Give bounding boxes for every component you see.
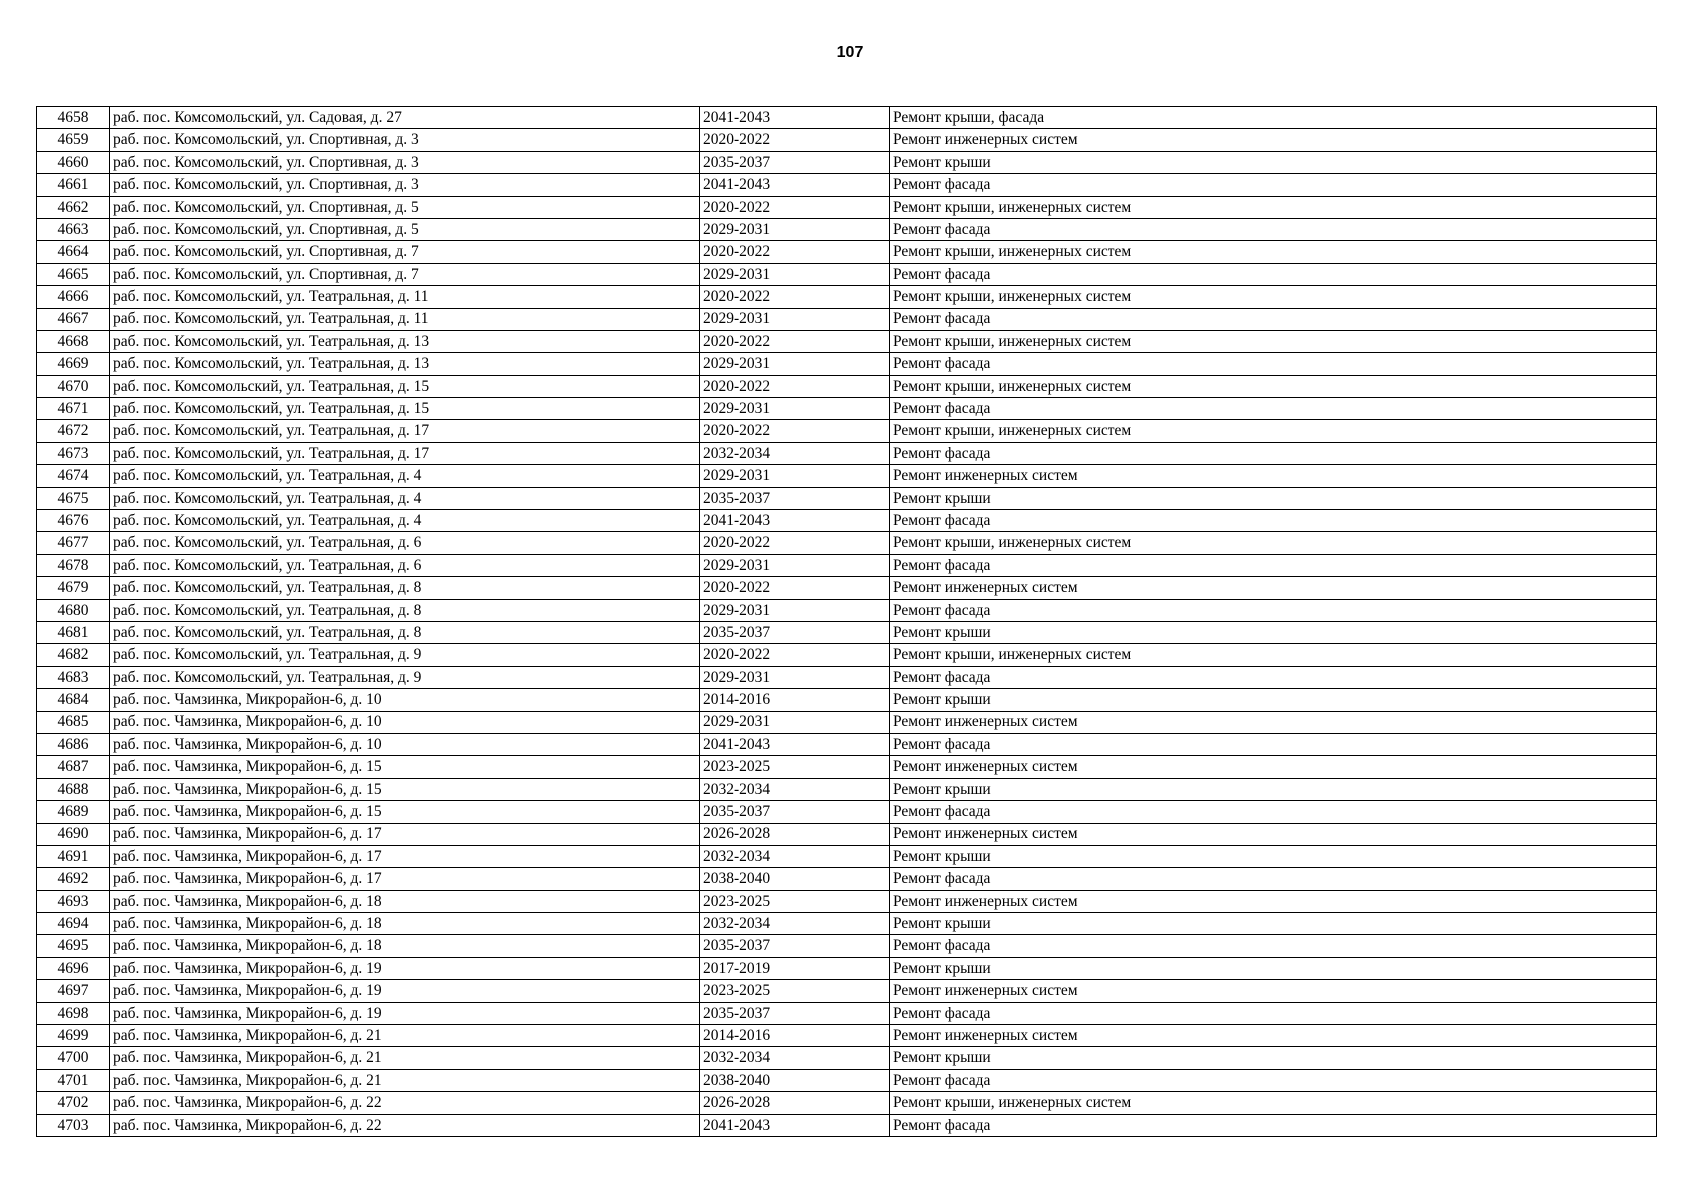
- period-cell: 2041-2043: [700, 510, 890, 532]
- period-cell: 2020-2022: [700, 532, 890, 554]
- work-type-cell: Ремонт инженерных систем: [890, 823, 1657, 845]
- table-row: [37, 218, 1657, 240]
- row-number-cell: 4684: [37, 689, 110, 711]
- period-cell: 2029-2031: [700, 465, 890, 487]
- table-row: [37, 420, 1657, 442]
- table-row: [37, 1047, 1657, 1069]
- address-cell: раб. пос. Комсомольский, ул. Садовая, д. 27: [110, 107, 700, 129]
- period-cell: 2035-2037: [700, 487, 890, 509]
- row-number-cell: 4672: [37, 420, 110, 442]
- work-type-cell: Ремонт инженерных систем: [890, 756, 1657, 778]
- row-number-cell: 4665: [37, 263, 110, 285]
- table-row: [37, 151, 1657, 173]
- address-cell: раб. пос. Чамзинка, Микрорайон-6, д. 21: [110, 1047, 700, 1069]
- period-cell: 2020-2022: [700, 241, 890, 263]
- work-type-cell: Ремонт крыши: [890, 151, 1657, 173]
- address-cell: раб. пос. Чамзинка, Микрорайон-6, д. 18: [110, 935, 700, 957]
- address-cell: раб. пос. Комсомольский, ул. Спортивная, д. 3: [110, 129, 700, 151]
- work-type-cell: Ремонт крыши, инженерных систем: [890, 644, 1657, 666]
- address-cell: раб. пос. Чамзинка, Микрорайон-6, д. 10: [110, 689, 700, 711]
- work-type-cell: Ремонт фасада: [890, 174, 1657, 196]
- work-type-cell: Ремонт фасада: [890, 599, 1657, 621]
- period-cell: 2041-2043: [700, 174, 890, 196]
- row-number-cell: 4670: [37, 375, 110, 397]
- table-row: [37, 733, 1657, 755]
- row-number-cell: 4692: [37, 868, 110, 890]
- work-type-cell: Ремонт фасада: [890, 801, 1657, 823]
- row-number-cell: 4669: [37, 353, 110, 375]
- address-cell: раб. пос. Чамзинка, Микрорайон-6, д. 21: [110, 1069, 700, 1091]
- table-row: [37, 107, 1657, 129]
- period-cell: 2041-2043: [700, 733, 890, 755]
- period-cell: 2035-2037: [700, 621, 890, 643]
- address-cell: раб. пос. Чамзинка, Микрорайон-6, д. 10: [110, 733, 700, 755]
- address-cell: раб. пос. Комсомольский, ул. Спортивная, д. 5: [110, 196, 700, 218]
- row-number-cell: 4703: [37, 1114, 110, 1136]
- row-number-cell: 4664: [37, 241, 110, 263]
- table-row: [37, 308, 1657, 330]
- table-row: [37, 823, 1657, 845]
- row-number-cell: 4701: [37, 1069, 110, 1091]
- address-cell: раб. пос. Комсомольский, ул. Спортивная, д. 3: [110, 151, 700, 173]
- work-type-cell: Ремонт фасада: [890, 733, 1657, 755]
- address-cell: раб. пос. Чамзинка, Микрорайон-6, д. 19: [110, 1002, 700, 1024]
- row-number-cell: 4694: [37, 913, 110, 935]
- period-cell: 2020-2022: [700, 330, 890, 352]
- table-row: [37, 666, 1657, 688]
- address-cell: раб. пос. Комсомольский, ул. Театральная, д. 4: [110, 487, 700, 509]
- row-number-cell: 4695: [37, 935, 110, 957]
- row-number-cell: 4700: [37, 1047, 110, 1069]
- address-cell: раб. пос. Комсомольский, ул. Театральная, д. 9: [110, 644, 700, 666]
- row-number-cell: 4658: [37, 107, 110, 129]
- period-cell: 2029-2031: [700, 599, 890, 621]
- table-row: [37, 196, 1657, 218]
- period-cell: 2020-2022: [700, 286, 890, 308]
- period-cell: 2023-2025: [700, 890, 890, 912]
- row-number-cell: 4683: [37, 666, 110, 688]
- address-cell: раб. пос. Комсомольский, ул. Театральная, д. 8: [110, 577, 700, 599]
- table-row: [37, 465, 1657, 487]
- table-row: [37, 442, 1657, 464]
- work-type-cell: Ремонт инженерных систем: [890, 711, 1657, 733]
- table-row: [37, 868, 1657, 890]
- work-type-cell: Ремонт крыши, инженерных систем: [890, 241, 1657, 263]
- address-cell: раб. пос. Чамзинка, Микрорайон-6, д. 18: [110, 890, 700, 912]
- address-cell: раб. пос. Комсомольский, ул. Спортивная, д. 3: [110, 174, 700, 196]
- address-cell: раб. пос. Комсомольский, ул. Театральная, д. 11: [110, 308, 700, 330]
- period-cell: 2029-2031: [700, 218, 890, 240]
- row-number-cell: 4661: [37, 174, 110, 196]
- period-cell: 2032-2034: [700, 1047, 890, 1069]
- work-type-cell: Ремонт фасада: [890, 308, 1657, 330]
- table-row: [37, 980, 1657, 1002]
- table-row: [37, 689, 1657, 711]
- work-type-cell: Ремонт крыши, инженерных систем: [890, 196, 1657, 218]
- row-number-cell: 4673: [37, 442, 110, 464]
- table-row: [37, 263, 1657, 285]
- table-row: [37, 353, 1657, 375]
- period-cell: 2038-2040: [700, 868, 890, 890]
- work-type-cell: Ремонт фасада: [890, 1069, 1657, 1091]
- period-cell: 2032-2034: [700, 442, 890, 464]
- address-cell: раб. пос. Комсомольский, ул. Театральная, д. 15: [110, 398, 700, 420]
- row-number-cell: 4666: [37, 286, 110, 308]
- address-cell: раб. пос. Комсомольский, ул. Театральная, д. 13: [110, 353, 700, 375]
- table-row: [37, 1114, 1657, 1136]
- address-cell: раб. пос. Комсомольский, ул. Спортивная, д. 7: [110, 241, 700, 263]
- row-number-cell: 4697: [37, 980, 110, 1002]
- work-type-cell: Ремонт фасада: [890, 1114, 1657, 1136]
- period-cell: 2041-2043: [700, 1114, 890, 1136]
- work-type-cell: Ремонт инженерных систем: [890, 980, 1657, 1002]
- table-row: [37, 577, 1657, 599]
- period-cell: 2020-2022: [700, 375, 890, 397]
- table-row: [37, 801, 1657, 823]
- period-cell: 2029-2031: [700, 263, 890, 285]
- address-cell: раб. пос. Чамзинка, Микрорайон-6, д. 19: [110, 980, 700, 1002]
- period-cell: 2020-2022: [700, 420, 890, 442]
- work-type-cell: Ремонт крыши, инженерных систем: [890, 532, 1657, 554]
- table-row: [37, 375, 1657, 397]
- address-cell: раб. пос. Комсомольский, ул. Театральная, д. 6: [110, 532, 700, 554]
- address-cell: раб. пос. Комсомольский, ул. Спортивная, д. 7: [110, 263, 700, 285]
- table-row: [37, 957, 1657, 979]
- period-cell: 2035-2037: [700, 935, 890, 957]
- table-row: [37, 599, 1657, 621]
- table-row: [37, 890, 1657, 912]
- row-number-cell: 4681: [37, 621, 110, 643]
- address-cell: раб. пос. Комсомольский, ул. Театральная, д. 17: [110, 420, 700, 442]
- address-cell: раб. пос. Комсомольский, ул. Театральная, д. 4: [110, 510, 700, 532]
- period-cell: 2026-2028: [700, 1092, 890, 1114]
- table-row: [37, 174, 1657, 196]
- row-number-cell: 4660: [37, 151, 110, 173]
- address-cell: раб. пос. Чамзинка, Микрорайон-6, д. 15: [110, 756, 700, 778]
- table-row: [37, 1002, 1657, 1024]
- address-cell: раб. пос. Чамзинка, Микрорайон-6, д. 22: [110, 1114, 700, 1136]
- work-type-cell: Ремонт крыши: [890, 957, 1657, 979]
- address-cell: раб. пос. Комсомольский, ул. Театральная, д. 15: [110, 375, 700, 397]
- row-number-cell: 4685: [37, 711, 110, 733]
- work-type-cell: Ремонт фасада: [890, 666, 1657, 688]
- table-row: [37, 129, 1657, 151]
- work-type-cell: Ремонт крыши: [890, 621, 1657, 643]
- period-cell: 2020-2022: [700, 196, 890, 218]
- work-type-cell: Ремонт крыши: [890, 689, 1657, 711]
- table-body: [37, 107, 1657, 1137]
- table-row: [37, 487, 1657, 509]
- row-number-cell: 4696: [37, 957, 110, 979]
- row-number-cell: 4699: [37, 1025, 110, 1047]
- address-cell: раб. пос. Чамзинка, Микрорайон-6, д. 15: [110, 778, 700, 800]
- address-cell: раб. пос. Чамзинка, Микрорайон-6, д. 17: [110, 845, 700, 867]
- address-cell: раб. пос. Комсомольский, ул. Театральная, д. 8: [110, 621, 700, 643]
- row-number-cell: 4690: [37, 823, 110, 845]
- table-row: [37, 935, 1657, 957]
- work-type-cell: Ремонт фасада: [890, 554, 1657, 576]
- address-cell: раб. пос. Чамзинка, Микрорайон-6, д. 18: [110, 913, 700, 935]
- work-type-cell: Ремонт инженерных систем: [890, 890, 1657, 912]
- row-number-cell: 4668: [37, 330, 110, 352]
- address-cell: раб. пос. Чамзинка, Микрорайон-6, д. 15: [110, 801, 700, 823]
- table-row: [37, 778, 1657, 800]
- period-cell: 2038-2040: [700, 1069, 890, 1091]
- row-number-cell: 4691: [37, 845, 110, 867]
- table-row: [37, 644, 1657, 666]
- row-number-cell: 4679: [37, 577, 110, 599]
- work-type-cell: Ремонт фасада: [890, 868, 1657, 890]
- table-row: [37, 330, 1657, 352]
- address-cell: раб. пос. Комсомольский, ул. Театральная, д. 13: [110, 330, 700, 352]
- work-type-cell: Ремонт фасада: [890, 510, 1657, 532]
- period-cell: 2032-2034: [700, 845, 890, 867]
- table-row: [37, 510, 1657, 532]
- row-number-cell: 4702: [37, 1092, 110, 1114]
- row-number-cell: 4678: [37, 554, 110, 576]
- work-type-cell: Ремонт крыши, инженерных систем: [890, 330, 1657, 352]
- row-number-cell: 4687: [37, 756, 110, 778]
- period-cell: 2020-2022: [700, 129, 890, 151]
- row-number-cell: 4680: [37, 599, 110, 621]
- table-row: [37, 845, 1657, 867]
- period-cell: 2023-2025: [700, 980, 890, 1002]
- address-cell: раб. пос. Комсомольский, ул. Спортивная, д. 5: [110, 218, 700, 240]
- row-number-cell: 4698: [37, 1002, 110, 1024]
- period-cell: 2023-2025: [700, 756, 890, 778]
- row-number-cell: 4663: [37, 218, 110, 240]
- work-type-cell: Ремонт крыши, инженерных систем: [890, 1092, 1657, 1114]
- period-cell: 2014-2016: [700, 689, 890, 711]
- address-cell: раб. пос. Чамзинка, Микрорайон-6, д. 19: [110, 957, 700, 979]
- period-cell: 2029-2031: [700, 666, 890, 688]
- work-type-cell: Ремонт инженерных систем: [890, 465, 1657, 487]
- period-cell: 2014-2016: [700, 1025, 890, 1047]
- period-cell: 2029-2031: [700, 554, 890, 576]
- work-type-cell: Ремонт крыши, инженерных систем: [890, 375, 1657, 397]
- page-number: 107: [836, 44, 864, 61]
- table-row: [37, 1069, 1657, 1091]
- period-cell: 2017-2019: [700, 957, 890, 979]
- work-type-cell: Ремонт фасада: [890, 218, 1657, 240]
- work-type-cell: Ремонт фасада: [890, 398, 1657, 420]
- address-cell: раб. пос. Чамзинка, Микрорайон-6, д. 17: [110, 823, 700, 845]
- table-row: [37, 711, 1657, 733]
- work-type-cell: Ремонт крыши: [890, 1047, 1657, 1069]
- work-type-cell: Ремонт крыши, фасада: [890, 107, 1657, 129]
- row-number-cell: 4676: [37, 510, 110, 532]
- table-row: [37, 554, 1657, 576]
- address-cell: раб. пос. Чамзинка, Микрорайон-6, д. 22: [110, 1092, 700, 1114]
- table-row: [37, 621, 1657, 643]
- row-number-cell: 4659: [37, 129, 110, 151]
- table-row: [37, 398, 1657, 420]
- work-type-cell: Ремонт фасада: [890, 935, 1657, 957]
- address-cell: раб. пос. Чамзинка, Микрорайон-6, д. 17: [110, 868, 700, 890]
- work-type-cell: Ремонт крыши: [890, 778, 1657, 800]
- row-number-cell: 4662: [37, 196, 110, 218]
- work-type-cell: Ремонт фасада: [890, 353, 1657, 375]
- table-row: [37, 1092, 1657, 1114]
- work-type-cell: Ремонт инженерных систем: [890, 1025, 1657, 1047]
- work-type-cell: Ремонт крыши: [890, 845, 1657, 867]
- table-row: [37, 286, 1657, 308]
- period-cell: 2035-2037: [700, 801, 890, 823]
- table-row: [37, 532, 1657, 554]
- period-cell: 2020-2022: [700, 644, 890, 666]
- repair-schedule-table: [36, 106, 1657, 1137]
- table-row: [37, 241, 1657, 263]
- address-cell: раб. пос. Комсомольский, ул. Театральная, д. 9: [110, 666, 700, 688]
- period-cell: 2032-2034: [700, 913, 890, 935]
- period-cell: 2035-2037: [700, 151, 890, 173]
- address-cell: раб. пос. Комсомольский, ул. Театральная, д. 8: [110, 599, 700, 621]
- row-number-cell: 4686: [37, 733, 110, 755]
- period-cell: 2026-2028: [700, 823, 890, 845]
- work-type-cell: Ремонт инженерных систем: [890, 129, 1657, 151]
- address-cell: раб. пос. Чамзинка, Микрорайон-6, д. 10: [110, 711, 700, 733]
- work-type-cell: Ремонт крыши: [890, 487, 1657, 509]
- table-row: [37, 913, 1657, 935]
- address-cell: раб. пос. Чамзинка, Микрорайон-6, д. 21: [110, 1025, 700, 1047]
- work-type-cell: Ремонт крыши, инженерных систем: [890, 286, 1657, 308]
- row-number-cell: 4675: [37, 487, 110, 509]
- address-cell: раб. пос. Комсомольский, ул. Театральная, д. 4: [110, 465, 700, 487]
- address-cell: раб. пос. Комсомольский, ул. Театральная, д. 11: [110, 286, 700, 308]
- address-cell: раб. пос. Комсомольский, ул. Театральная, д. 6: [110, 554, 700, 576]
- row-number-cell: 4677: [37, 532, 110, 554]
- period-cell: 2041-2043: [700, 107, 890, 129]
- work-type-cell: Ремонт фасада: [890, 1002, 1657, 1024]
- work-type-cell: Ремонт фасада: [890, 263, 1657, 285]
- table-row: [37, 756, 1657, 778]
- table-row: [37, 1025, 1657, 1047]
- row-number-cell: 4688: [37, 778, 110, 800]
- row-number-cell: 4682: [37, 644, 110, 666]
- period-cell: 2032-2034: [700, 778, 890, 800]
- period-cell: 2020-2022: [700, 577, 890, 599]
- work-type-cell: Ремонт инженерных систем: [890, 577, 1657, 599]
- period-cell: 2035-2037: [700, 1002, 890, 1024]
- work-type-cell: Ремонт крыши: [890, 913, 1657, 935]
- period-cell: 2029-2031: [700, 398, 890, 420]
- period-cell: 2029-2031: [700, 308, 890, 330]
- row-number-cell: 4689: [37, 801, 110, 823]
- work-type-cell: Ремонт крыши, инженерных систем: [890, 420, 1657, 442]
- row-number-cell: 4674: [37, 465, 110, 487]
- row-number-cell: 4671: [37, 398, 110, 420]
- address-cell: раб. пос. Комсомольский, ул. Театральная, д. 17: [110, 442, 700, 464]
- work-type-cell: Ремонт фасада: [890, 442, 1657, 464]
- period-cell: 2029-2031: [700, 353, 890, 375]
- period-cell: 2029-2031: [700, 711, 890, 733]
- row-number-cell: 4667: [37, 308, 110, 330]
- row-number-cell: 4693: [37, 890, 110, 912]
